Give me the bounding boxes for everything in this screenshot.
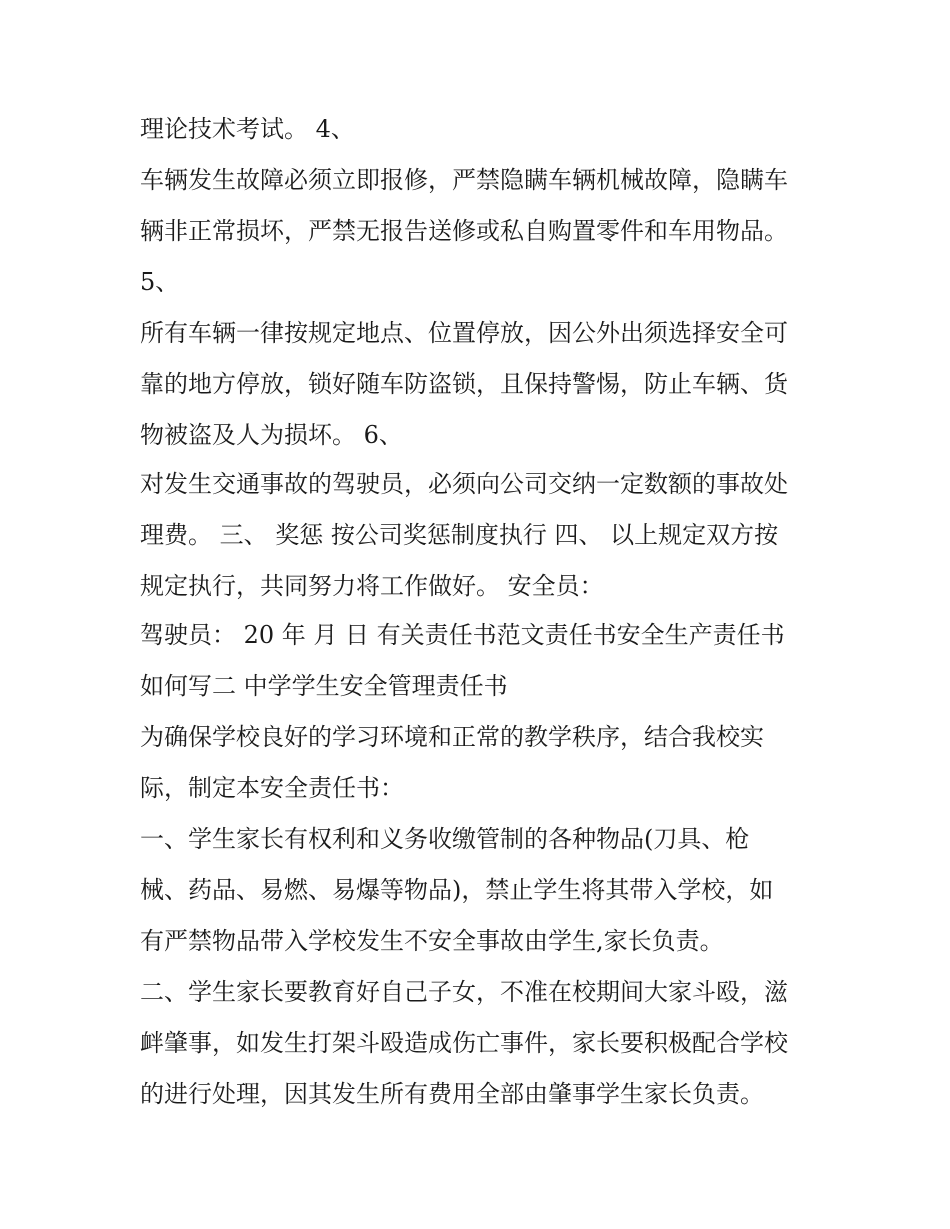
text-line: 规定执行，共同努力将工作做好。 安全员： bbox=[140, 572, 604, 600]
text-line: 二、学生家长要教育好自己子女，不准在校期间大家斗殴，滋 bbox=[140, 978, 788, 1006]
text-line: 靠的地方停放，锁好随车防盗锁，且保持警惕，防止车辆、货 bbox=[140, 370, 788, 398]
text-line: 5、 bbox=[140, 268, 180, 296]
text-line: 一、学生家长有权利和义务收缴管制的各种物品(刀具、枪 bbox=[140, 825, 750, 853]
text-line: 如何写二 中学学生安全管理责任书 bbox=[140, 672, 508, 700]
text-line: 驾驶员： 20 年 月 日 有关责任书范文责任书安全生产责任书 bbox=[140, 621, 785, 649]
text-line: 际，制定本安全责任书： bbox=[140, 774, 404, 802]
text-line: 衅肇事，如发生打架斗殴造成伤亡事件，家长要积极配合学校 bbox=[140, 1029, 788, 1057]
text-line: 为确保学校良好的学习环境和正常的教学秩序，结合我校实 bbox=[140, 723, 764, 751]
text-line: 械、药品、易燃、易爆等物品)，禁止学生将其带入学校，如 bbox=[140, 876, 774, 904]
text-line: 对发生交通事故的驾驶员，必须向公司交纳一定数额的事故处 bbox=[140, 470, 788, 498]
text-line: 理费。 三、 奖惩 按公司奖惩制度执行 四、 以上规定双方按 bbox=[140, 521, 779, 549]
text-line: 理论技术考试。 4、 bbox=[140, 115, 355, 143]
text-line: 车辆发生故障必须立即报修，严禁隐瞒车辆机械故障，隐瞒车 bbox=[140, 166, 788, 194]
text-line: 物被盗及人为损坏。 6、 bbox=[140, 421, 403, 449]
text-line: 的进行处理，因其发生所有费用全部由肇事学生家长负责。 bbox=[140, 1080, 764, 1108]
text-line: 所有车辆一律按规定地点、位置停放，因公外出须选择安全可 bbox=[140, 319, 788, 347]
text-line: 有严禁物品带入学校发生不安全事故由学生,家长负责。 bbox=[140, 927, 724, 955]
text-line: 辆非正常损坏，严禁无报告送修或私自购置零件和车用物品。 bbox=[140, 217, 788, 245]
